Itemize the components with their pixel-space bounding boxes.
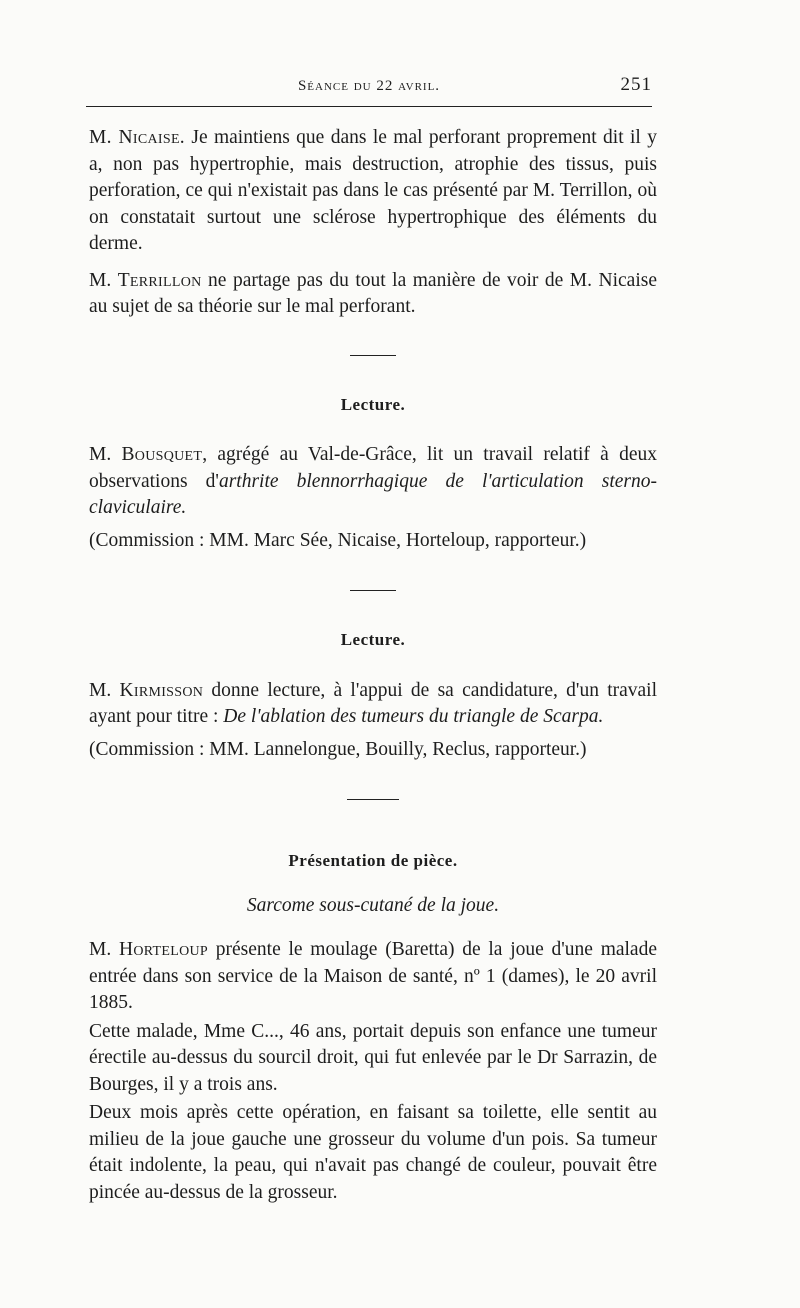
paragraph-nicaise xyxy=(89,125,657,258)
speaker-name: Kirmisson xyxy=(119,679,204,701)
section-separator xyxy=(350,590,396,591)
paragraph-text: ne partage pas du tout la manière de voir de M. Nicaise au sujet de sa théorie sur le mal perforant. xyxy=(89,269,657,317)
speaker-name: Terrillon xyxy=(117,269,202,291)
speaker-prefix: M. xyxy=(89,679,120,701)
speaker-prefix: M. xyxy=(89,939,119,960)
paragraph-bousquet xyxy=(89,442,657,522)
section-subtitle: Sarcome sous-cutané de la joue. xyxy=(246,894,500,916)
paragraph-text: , agrégé au Val-de-Grâce, lit un travail relatif à deux observations d' xyxy=(89,444,657,492)
paragraph-patient-history: Cette malade, Mme C..., 46 ans, portait depuis son enfance une tumeur érectile au-dessus du sourcil droit, qui fut enlevée par le Dr Sarrazin, de Bourges, il y a trois ans. xyxy=(89,1020,657,1095)
work-title: arthrite blennorrhagique de l'articulation sterno-claviculaire. xyxy=(89,470,657,518)
paragraph-terrillon xyxy=(89,268,657,321)
paragraph-tumor-description: Deux mois après cette opération, en faisant sa toilette, elle sentit au milieu de la joue gauche une grosseur du volume d'un pois. Sa tumeur était indolente, la peau, qui n'avait pas changé de couleur, pouvait être pincée au-dessus de la grosseur. xyxy=(89,1102,657,1203)
running-head xyxy=(86,74,652,100)
paragraph-text: donne lecture, à l'appui de sa candidature, d'un travail ayant pour titre : xyxy=(89,679,658,727)
speaker-name: Bousquet xyxy=(121,444,203,465)
speaker-prefix: M. xyxy=(89,269,118,291)
paragraph-text: Je maintiens que dans le mal perforant proprement dit il y a, non pas hypertrophie, mais destruction, atrophie des tissus, puis perforation, ce qui n'existait pas dans le cas présenté par M. Terrillon, où on constatait surtout une sclérose hypertrophique des éléments du derme. xyxy=(89,127,657,254)
speaker-prefix: M. xyxy=(89,444,122,465)
running-head-title: Séance du 22 avril. xyxy=(297,78,441,94)
page-number: 251 xyxy=(620,74,652,95)
paragraph-horteloup xyxy=(89,937,657,1017)
paragraph-kirmisson xyxy=(89,678,657,731)
section-heading-lecture-2: Lecture. xyxy=(340,630,406,649)
section-separator xyxy=(347,799,399,800)
commission-2: (Commission : MM. Lannelongue, Bouilly, Reclus, rapporteur.) xyxy=(89,738,587,760)
section-heading-presentation: Présentation de pièce. xyxy=(288,851,458,870)
section-separator xyxy=(350,355,396,356)
work-title: De l'ablation des tumeurs du triangle de Scarpa. xyxy=(223,706,604,727)
speaker-name: Horteloup xyxy=(118,939,209,960)
body-text xyxy=(89,125,657,1206)
header-rule xyxy=(86,106,652,107)
commission-1: (Commission : MM. Marc Sée, Nicaise, Horteloup, rapporteur.) xyxy=(89,529,587,551)
section-heading-lecture-1: Lecture. xyxy=(340,394,406,414)
paragraph-text: présente le moulage (Baretta) de la joue d'une malade entrée dans son service de la Maison de santé, nº 1 (dames), le 20 avril 1885. xyxy=(89,939,657,1013)
speaker-name: M. Nicaise. xyxy=(89,127,185,148)
